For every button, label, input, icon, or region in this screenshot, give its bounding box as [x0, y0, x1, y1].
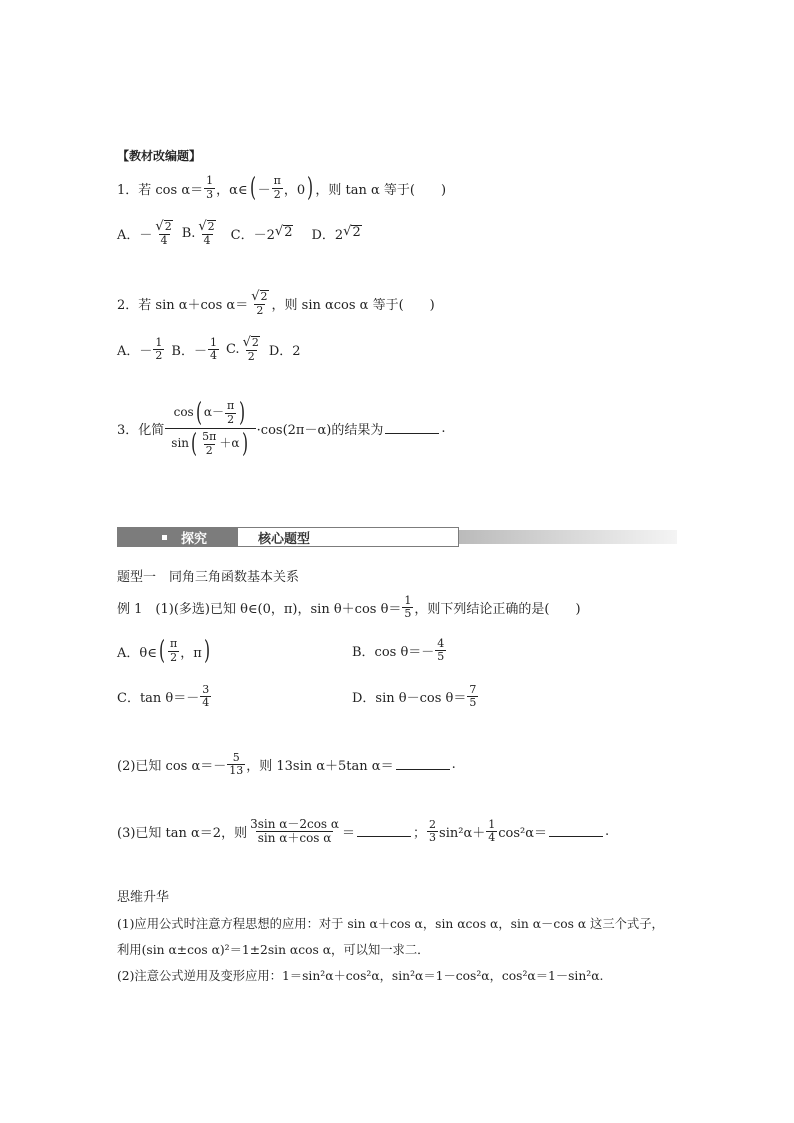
- summary-line-3: (2)注意公式逆用及变形应用：1＝sin²α＋cos²α，sin²α＝1－cos²α，cos²α＝1－sin²α.: [117, 969, 604, 983]
- q2-option-b: B．－: [171, 343, 207, 359]
- banner-left: 探究: [117, 527, 237, 547]
- summary-line-1: (1)应用公式时注意方程思想的应用：对于 sin α＋cos α，sin αcos α，sin α－cos α 这三个式子，: [117, 917, 664, 931]
- ex3-answer-blank-2[interactable]: [549, 826, 603, 837]
- question-1: 1．若 cos α＝ $\frac{1}{3}$ ，α∈ ( － $\frac{\pi}{2}$ ，0 ) ，则 tan α 等于( ): [117, 173, 447, 203]
- q2-lead: 2．若 sin α＋cos α＝: [117, 297, 249, 313]
- ex1-tail: ，则下列结论正确的是( ): [414, 602, 581, 618]
- q3-end: .: [441, 421, 446, 436]
- example-1: [117, 595, 581, 620]
- summary-title: 思维升华: [117, 890, 170, 905]
- question-2: [117, 290, 435, 317]
- q1-option-a: A．－: [117, 227, 153, 243]
- q1-option-b: B.: [181, 225, 196, 241]
- question-3: [117, 400, 445, 457]
- ex1-option-a: A．θ∈ ( $\frac{\pi}{2}$ ，π ): [117, 636, 210, 666]
- ex1-option-b: B．cos θ＝－ $\frac{4}{5}$: [352, 637, 445, 664]
- q1-options: A．－ √ 2 4 B. √ 2 4 C．－2 √ 2 D．2 √ 2: [117, 219, 361, 247]
- ex2-answer-blank[interactable]: [396, 759, 450, 770]
- section-heading: 【教材改编题】: [117, 149, 202, 163]
- ex3-answer-blank-1[interactable]: [357, 826, 411, 837]
- q2-options: [117, 336, 301, 363]
- q2-option-d: D．2: [268, 343, 301, 359]
- q1-mid: ，α∈: [216, 182, 248, 198]
- ex1-frac: $\frac{1}{5}$: [404, 594, 412, 621]
- q1-zero: ，0: [283, 182, 306, 198]
- q3-lead: 3．化简: [117, 423, 165, 438]
- q2-b-frac: $\frac{1}{4}$: [209, 335, 217, 362]
- q1-option-d: D．2: [311, 227, 344, 243]
- q2-frac: √ 2 2: [251, 289, 268, 317]
- q2-c-frac: √ 2 2: [242, 335, 259, 363]
- bullet-icon: [162, 535, 167, 540]
- q1-a-frac: √ 2 4: [155, 219, 172, 247]
- q1-option-c: C．－2: [230, 227, 275, 243]
- q1-frac-2: $\frac{\pi}{2}$: [273, 174, 281, 201]
- example-1-part-3: (3)已知 tan α＝2，则 $\frac{\text{3sin α－2cos α}}{\text{sin α＋cos α}}$ ＝ ； $\frac{2}{3}$ sin²α＋ $\frac{1}{4}$ cos²α＝ .: [117, 817, 610, 846]
- section-banner: [117, 527, 677, 547]
- type1-title: 题型一 同角三角函数基本关系: [117, 570, 300, 585]
- q3-tail: ·cos(2π－α)的结果为: [256, 423, 384, 438]
- q1-tail: ，则 tan α 等于( ): [315, 182, 447, 198]
- q2-tail: ，则 sin αcos α 等于( ): [271, 297, 435, 313]
- ex1-lead: 例 1 (1)(多选)已知 θ∈(0，π)，sin θ＋cos θ＝: [117, 602, 402, 618]
- ex1-option-c: C．tan θ＝－ $\frac{3}{4}$: [117, 683, 210, 710]
- q2-option-a: A．－: [117, 343, 153, 359]
- q2-a-frac: $\frac{1}{2}$: [155, 335, 163, 362]
- q2-option-c: C.: [225, 341, 240, 357]
- q3-big-frac: cos ( α－ $\frac{\pi}{2}$ ) sin ( $\frac{5\pi}{2}$ ＋α ): [165, 400, 255, 457]
- summary-line-2: 利用(sin α±cos α)²＝1±2sin αcos α，可以知一求二．: [117, 943, 430, 957]
- banner-right: 核心题型: [237, 527, 459, 547]
- q1-b-frac: √ 2 4: [198, 219, 215, 247]
- ex1-option-d: D．sin θ－cos θ＝ $\frac{7}{5}$: [352, 683, 477, 710]
- q1-lead: 1．若 cos α＝: [117, 182, 204, 198]
- q1-frac-1: $\frac{1}{3}$: [206, 174, 214, 201]
- q3-answer-blank[interactable]: [385, 423, 439, 434]
- q1-minus: －: [257, 182, 271, 198]
- example-1-part-2: (2)已知 cos α＝－ $\frac{5}{13}$ ，则 13sin α＋5tan α＝ .: [117, 751, 456, 778]
